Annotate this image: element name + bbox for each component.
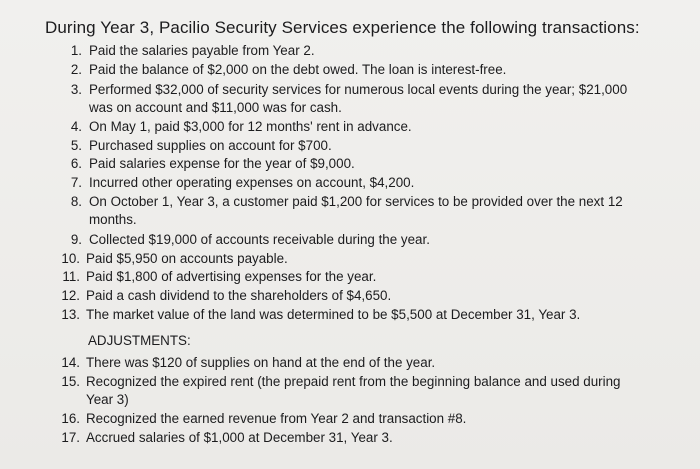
items-item-number: 11. — [62, 269, 80, 284]
adjustments-item-number: 15. — [61, 374, 80, 389]
items-item-text: was on account and $11,000 was for cash. — [89, 100, 342, 115]
items-item-text: Paid $5,950 on accounts payable. — [86, 251, 288, 266]
adjustments-item-number: 17. — [61, 430, 80, 445]
items-item-text: Collected $19,000 of accounts receivable during the year. — [89, 232, 430, 247]
items-item-number: 5. — [70, 138, 82, 153]
items-item-text: On May 1, paid $3,000 for 12 months' rent in advance. — [89, 119, 412, 134]
items-item-text: Paid the balance of $2,000 on the debt owed. The loan is interest-free. — [89, 62, 507, 77]
items-item-text: Incurred other operating expenses on account, $4,200. — [89, 175, 415, 190]
items-item-number: 9. — [70, 232, 82, 247]
items-item-text: Paid salaries expense for the year of $9,000. — [89, 156, 355, 171]
page-heading: During Year 3, Pacilio Security Services experience the following transactions: — [45, 18, 640, 37]
items-item-text: Paid the salaries payable from Year 2. — [89, 43, 315, 58]
items-item-number: 10. — [61, 251, 80, 266]
items-item-number: 1. — [70, 43, 82, 58]
adjustments-item-number: 16. — [61, 411, 80, 426]
items-item-text: On October 1, Year 3, a customer paid $1,200 for services to be provided over the next 12 — [89, 194, 623, 209]
adjustments-item-text: Year 3) — [86, 392, 129, 407]
items-item-number: 13. — [61, 307, 80, 322]
items-item-number: 7. — [70, 175, 82, 190]
adjustments-item-text: Recognized the expired rent (the prepaid rent from the beginning balance and used during — [86, 374, 621, 389]
adjustments-item-number: 14. — [61, 355, 80, 370]
items-item-number: 12. — [61, 288, 80, 303]
items-item-number: 4. — [70, 119, 82, 134]
items-item-number: 6. — [70, 156, 82, 171]
adjustments-item-text: Accrued salaries of $1,000 at December 31, Year 3. — [86, 430, 393, 445]
items-item-text: The market value of the land was determined to be $5,500 at December 31, Year 3. — [86, 307, 581, 322]
items-item-number: 8. — [70, 194, 82, 209]
items-item-text: months. — [89, 212, 137, 227]
items-item-number: 3. — [70, 82, 82, 97]
adjustments-item-text: Recognized the earned revenue from Year 2 and transaction #8. — [86, 411, 467, 426]
items-item-text: Paid a cash dividend to the shareholders of $4,650. — [86, 288, 392, 303]
adjustments-heading: ADJUSTMENTS: — [88, 333, 191, 348]
items-item-text: Purchased supplies on account for $700. — [89, 138, 332, 153]
items-item-number: 2. — [70, 62, 82, 77]
items-item-text: Performed $32,000 of security services for numerous local events during the year; $21,000 — [89, 82, 628, 97]
items-item-text: Paid $1,800 of advertising expenses for the year. — [86, 269, 377, 284]
adjustments-item-text: There was $120 of supplies on hand at the end of the year. — [86, 355, 436, 370]
